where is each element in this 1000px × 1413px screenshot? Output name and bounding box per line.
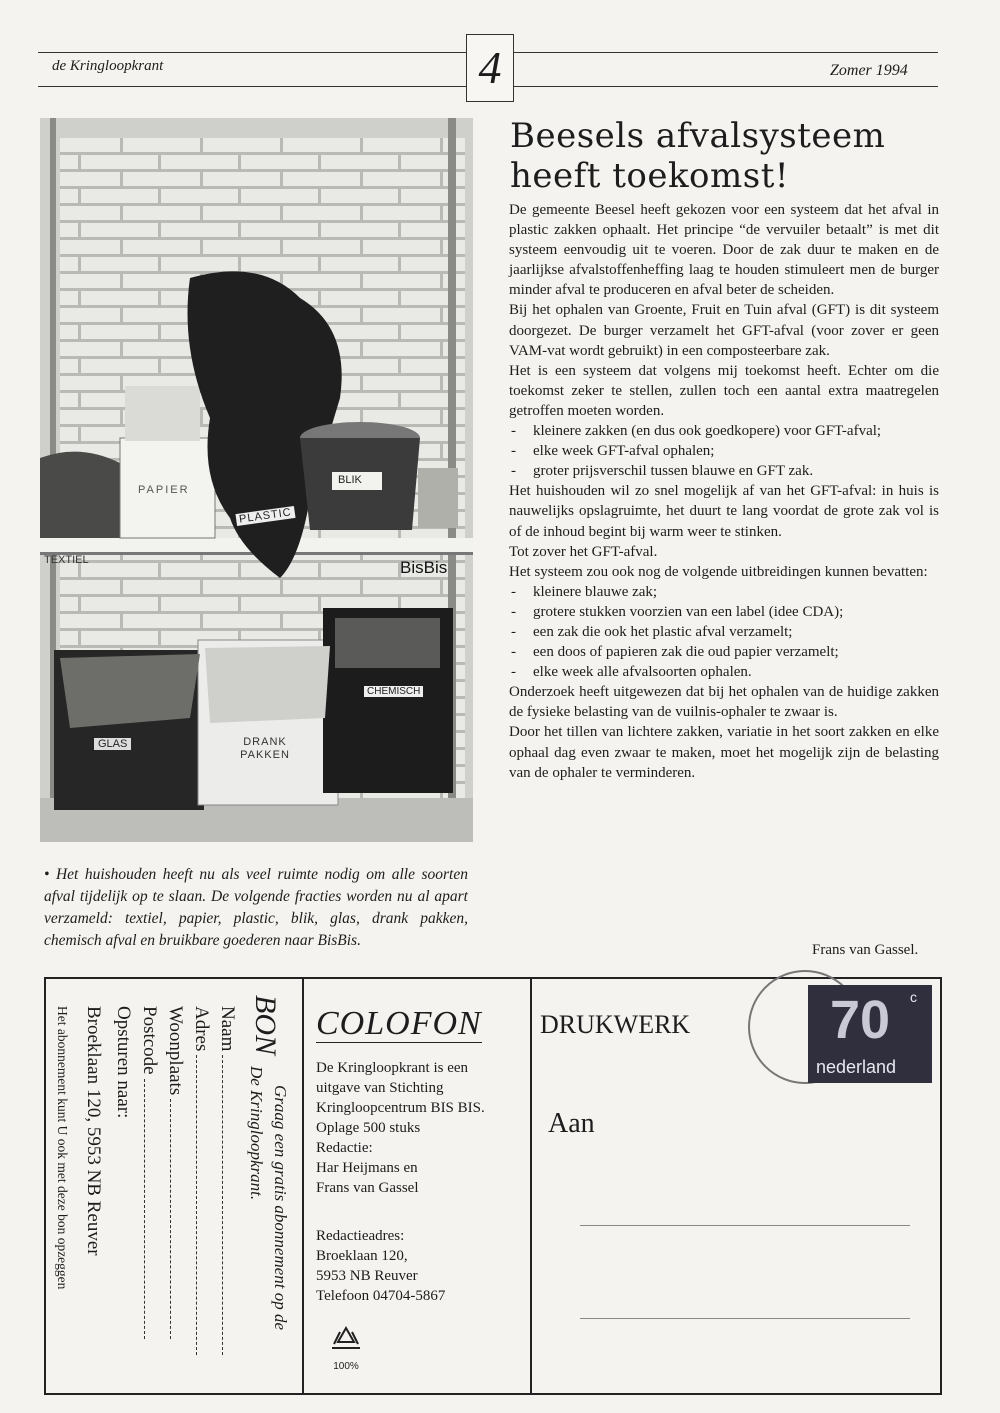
postcode-fill-line <box>144 1079 145 1339</box>
recycling-shelf-photo <box>40 118 473 842</box>
list-item: - een zak die ook het plastic afval verzamelt; <box>509 622 939 642</box>
colofon-address-line: 5953 NB Reuver <box>316 1268 418 1284</box>
colofon-line: Redactie: <box>316 1140 373 1156</box>
article-signature: Frans van Gassel. <box>812 942 919 958</box>
paragraph: Het systeem zou ook nog de volgende uitbreidingen kunnen bevatten: <box>509 563 928 580</box>
label-blik: BLIK <box>338 474 362 486</box>
naam-fill-line <box>222 1055 223 1355</box>
colofon-line: Oplage 500 stuks <box>316 1120 421 1136</box>
bon-label-postcode: Postcode <box>139 1006 160 1075</box>
colofon-line: De Kringloopkrant is een <box>316 1060 469 1076</box>
label-drank-pakken: DRANK PAKKEN <box>240 736 290 761</box>
bullet: • <box>44 866 56 883</box>
stamp-currency: c <box>910 989 917 1005</box>
colofon-line: Frans van Gassel <box>316 1180 419 1196</box>
article-body <box>509 200 939 783</box>
bon-title: BON <box>249 995 282 1055</box>
colofon-address-line: Telefoon 04704-5867 <box>316 1288 446 1304</box>
label-bisbis: BisBis <box>400 558 448 577</box>
stamp-country: nederland <box>816 1057 897 1077</box>
issue-date: Zomer 1994 <box>830 62 908 79</box>
bon-subtitle-2: De Kringloopkrant. <box>247 1066 266 1201</box>
addressee-label: Aan <box>548 1108 595 1139</box>
colofon-title: COLOFON <box>316 1005 482 1042</box>
postage-stamp <box>808 985 932 1083</box>
colofon-text <box>316 1058 516 1198</box>
colofon-address-line: Broeklaan 120, <box>316 1248 408 1264</box>
address-line <box>580 1225 910 1226</box>
paragraph: Het huishouden wil zo snel mogelijk af van het GFT-afval: in huis is nauwelijks opslagruimte, het duurt te lang voordat de grote zak vol is of de inhoud begint bij warm weer te stinken. <box>509 483 939 540</box>
paragraph: Onderzoek heeft uitgewezen dat bij het ophalen van de huidige zakken de fysieke belasting van de vuilnis-ophaler te zwaar is. <box>509 684 939 721</box>
bon-subtitle-1: Graag een gratis abonnement op de <box>271 1085 290 1331</box>
woonplaats-fill-line <box>170 1099 171 1339</box>
photo-caption <box>44 864 468 952</box>
label-plastic: PLASTIC <box>235 506 295 526</box>
page-number: 4 <box>466 34 514 102</box>
list-item: - elke week GFT-afval ophalen; <box>509 441 939 461</box>
paragraph: Bij het ophalen van Groente, Fruit en Tuin afval (GFT) is dit systeem doorgezet. De burger verzamelt het GFT-afval (voor zover er geen VAM-vat wordt gebruikt) in een composteerbare zak. <box>509 302 939 359</box>
divider <box>530 979 532 1393</box>
adres-fill-line <box>196 1055 197 1355</box>
bon-field-adres[interactable] <box>190 1006 212 1355</box>
recycle-percent: 100% <box>333 1361 359 1372</box>
article-headline <box>510 116 940 196</box>
bon-label-adres: Adres <box>191 1006 212 1052</box>
headline-line-2: heeft toekomst! <box>510 156 790 196</box>
headline-line-1: Beesels afvalsysteem <box>510 116 886 156</box>
recycle-symbol <box>326 1324 366 1356</box>
colofon-address <box>316 1226 516 1306</box>
paragraph: Tot zover het GFT-afval. <box>509 543 658 560</box>
list-item: - kleinere blauwe zak; <box>509 582 939 602</box>
colofon-address-line: Redactieadres: <box>316 1228 405 1244</box>
paragraph: De gemeente Beesel heeft gekozen voor een systeem dat het afval in plastic zakken ophaalt. Het principe “de vervuiler betaalt” is met dit systeem eenvoudig uit te voeren. Door de zak duur te maken en de jaarlijkse afvalstoffenheffing laag te houden stimuleert men de burger minder afval te produceren en afval beter de scheiden. <box>509 202 939 299</box>
label-glas: GLAS <box>94 738 131 750</box>
paragraph: Door het tillen van lichtere zakken, variatie in het soort zakken en elke ophaal dag even zwaar te maken, moet het mogelijk zijn de belasting van de ophaler te verminderen. <box>509 724 939 781</box>
list-item: - een doos of papieren zak die oud papier verzamelt; <box>509 642 939 662</box>
bon-address: Broeklaan 120, 5953 NB Reuver <box>83 1006 104 1256</box>
caption-text: Het huishouden heeft nu als veel ruimte nodig om alle soorten afval tijdelijk op te slaan. De volgende fracties worden nu al apart verzameld: textiel, papier, plastic, blik, glas, drank pakken, chemisch afval en bruikbare goederen naar BisBis. <box>44 866 468 949</box>
paragraph: Het is een systeem dat volgens mij toekomst heeft. Echter om die toekomst zeker te stellen, zullen toch een aantal extra maatregelen getroffen moeten worden. <box>509 362 939 419</box>
label-textiel: TEXTIEL <box>44 554 89 566</box>
drukwerk-label: DRUKWERK <box>540 1010 691 1039</box>
bon-label-woonplaats: Woonplaats <box>165 1006 186 1096</box>
list-item: - groter prijsverschil tussen blauwe en GFT zak. <box>509 461 939 481</box>
list-item: - kleinere zakken (en dus ook goedkopere) voor GFT-afval; <box>509 421 939 441</box>
bon-opsturen: Opsturen naar: <box>113 1006 134 1119</box>
publication-name: de Kringloopkrant <box>52 58 164 74</box>
label-papier: PAPIER <box>138 484 190 496</box>
label-chemisch: CHEMISCH <box>364 686 423 697</box>
colofon-line: Har Heijmans en <box>316 1160 418 1176</box>
colofon-line: uitgave van Stichting <box>316 1080 444 1096</box>
stamp-value: 70 <box>830 990 891 1050</box>
bon-footer: Het abonnement kunt U ook met deze bon opzeggen <box>55 1006 70 1290</box>
address-line <box>580 1318 910 1319</box>
divider <box>302 979 304 1393</box>
bon-field-postcode[interactable] <box>138 1006 160 1339</box>
colofon-line: Kringloopcentrum BIS BIS. <box>316 1100 485 1116</box>
bon-label-naam: Naam <box>217 1006 238 1052</box>
photo-illustration <box>40 118 473 842</box>
list-item: - grotere stukken voorzien van een label (idee CDA); <box>509 602 939 622</box>
list-item: - elke week alle afvalsoorten ophalen. <box>509 662 939 682</box>
bon-field-naam[interactable] <box>216 1006 238 1355</box>
bon-field-woonplaats[interactable] <box>164 1006 186 1339</box>
recycle-icon <box>326 1324 366 1372</box>
